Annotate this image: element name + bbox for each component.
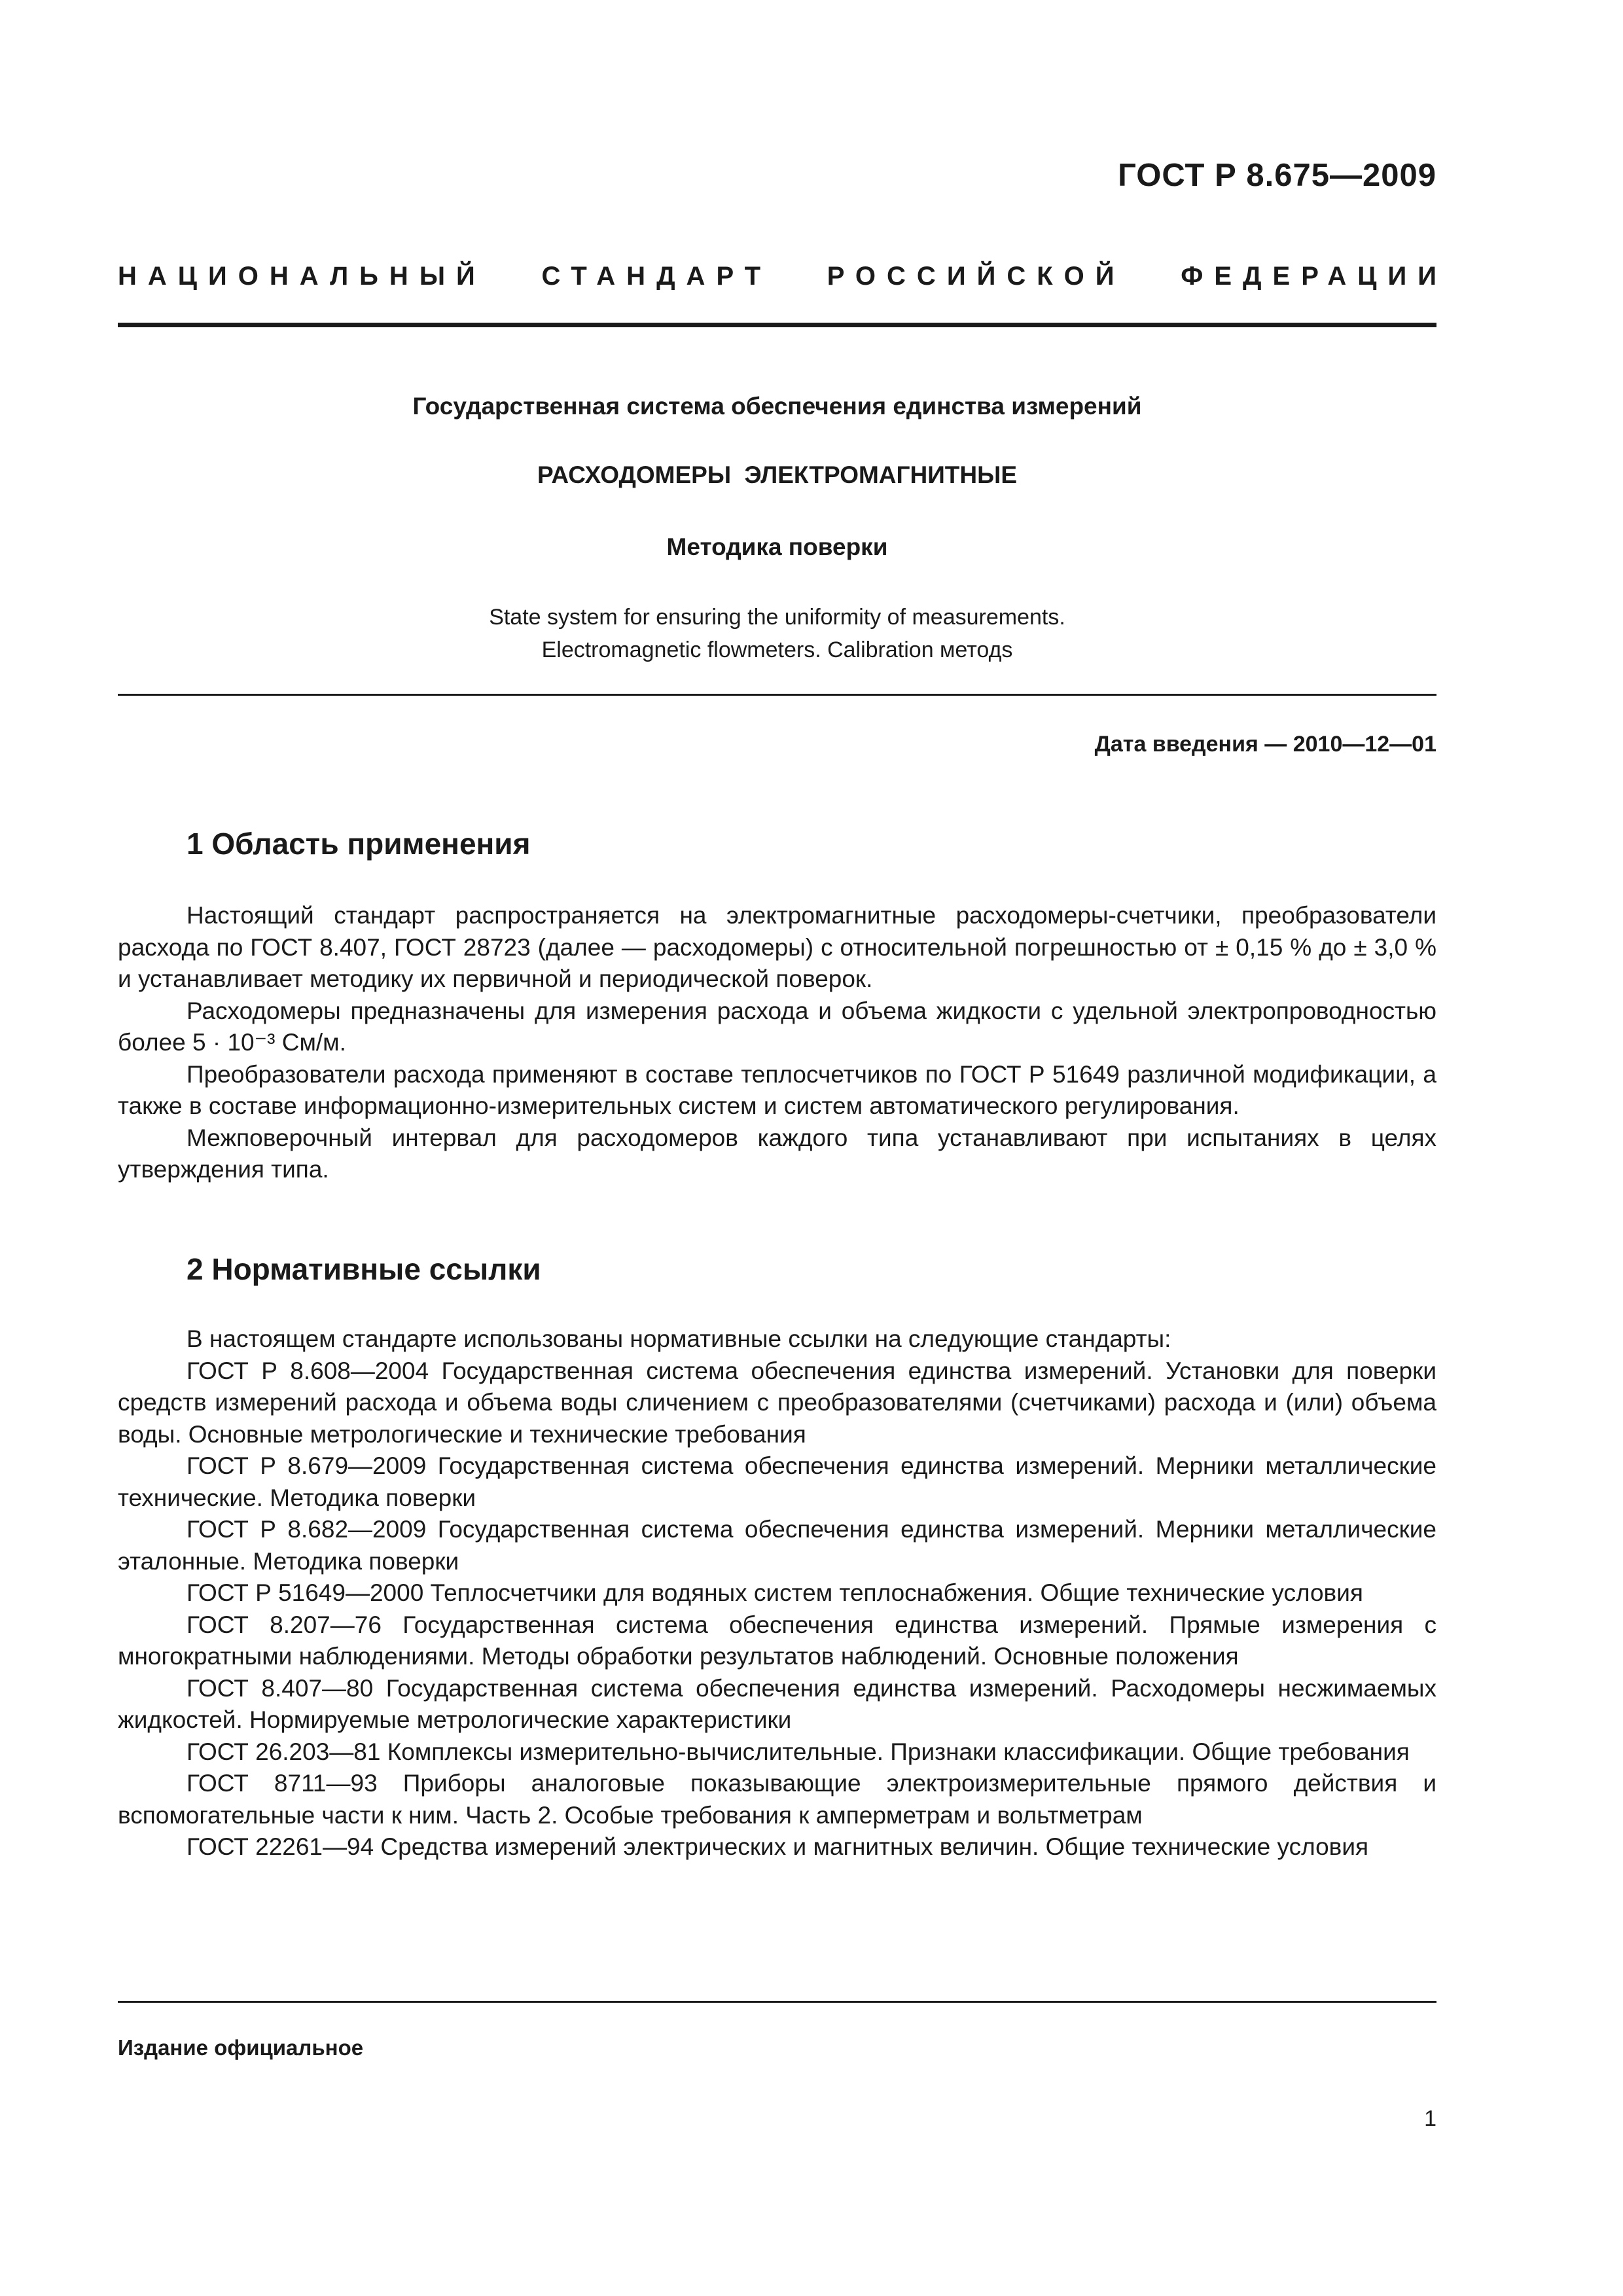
document-number: ГОСТ Р 8.675—2009 (1118, 158, 1436, 193)
reference-item: ГОСТ Р 8.679—2009 Государственная система обеспечения единства измерений. Мерники металлические технические. Методика поверки (118, 1452, 1436, 1511)
official-edition-label: Издание официальное (118, 2036, 364, 2060)
main-title: РАСХОДОМЕРЫ ЭЛЕКТРОМАГНИТНЫЕ (537, 461, 1018, 488)
header-rule (118, 323, 1436, 327)
section-body-scope (118, 900, 1436, 1186)
english-title-line: Electromagnetic flowmeters. Calibration методs (541, 637, 1013, 662)
reference-item: ГОСТ Р 8.682—2009 Государственная система обеспечения единства измерений. Мерники металлические эталонные. Методика поверки (118, 1516, 1436, 1575)
reference-item: ГОСТ Р 8.608—2004 Государственная система обеспечения единства измерений. Установки для поверки средств измерений расхода и объема воды сличением с преобразователями (счетчиками) расхода и (или) объема воды. Основные метрологические и технические требования (118, 1357, 1436, 1448)
section-heading-references: 2 Нормативные ссылки (187, 1252, 541, 1286)
national-standard-header (118, 262, 1448, 291)
header-word: РОССИЙСКОЙ (827, 262, 1126, 291)
section-heading-scope: 1 Область применения (187, 827, 531, 861)
introduction-date: Дата введения — 2010—12—01 (1094, 732, 1436, 757)
footer-rule (118, 2001, 1436, 2003)
sub-title: Методика поверки (666, 533, 888, 560)
reference-item: ГОСТ 26.203—81 Комплексы измерительно-вычислительные. Признаки классификации. Общие требования (187, 1738, 1410, 1765)
header-word: НАЦИОНАЛЬНЫЙ (118, 262, 486, 291)
reference-item: ГОСТ 8.207—76 Государственная система обеспечения единства измерений. Прямые измерения с многократными наблюдениями. Методы обработки результатов наблюдений. Основные положения (118, 1611, 1436, 1670)
reference-item: ГОСТ Р 51649—2000 Теплосчетчики для водяных систем теплоснабжения. Общие технические условия (187, 1579, 1363, 1606)
header-word: ФЕДЕРАЦИИ (1181, 262, 1448, 291)
reference-item: ГОСТ 8711—93 Приборы аналоговые показывающие электроизмерительные прямого действия и вспомогательные части к ним. Часть 2. Особые требования к амперметрам и вольтметрам (118, 1770, 1436, 1829)
english-title (118, 601, 1436, 666)
reference-item: ГОСТ 8.407—80 Государственная система обеспечения единства измерений. Расходомеры несжимаемых жидкостей. Нормируемые метрологические характеристики (118, 1674, 1436, 1733)
reference-item: ГОСТ 22261—94 Средства измерений электрических и магнитных величин. Общие технические условия (187, 1833, 1369, 1860)
paragraph: В настоящем стандарте использованы нормативные ссылки на следующие стандарты: (187, 1325, 1171, 1352)
english-title-line: State system for ensuring the uniformity of measurements. (489, 605, 1065, 630)
paragraph: Расходомеры предназначены для измерения расхода и объема жидкости с удельной электропроводностью более 5 · 10⁻³ См/м. (118, 997, 1436, 1056)
header-word: СТАНДАРТ (541, 262, 772, 291)
section-body-references (118, 1323, 1436, 1863)
paragraph: Преобразователи расхода применяют в составе теплосчетчиков по ГОСТ Р 51649 различной модификации, а также в составе информационно-измерительных систем и систем автоматического регулирования. (118, 1060, 1436, 1119)
paragraph: Межповерочный интервал для расходомеров каждого типа устанавливают при испытаниях в целях утверждения типа. (118, 1124, 1436, 1183)
title-rule (118, 694, 1436, 696)
page-number: 1 (1424, 2106, 1436, 2131)
series-title: Государственная система обеспечения единства измерений (412, 393, 1142, 420)
paragraph: Настоящий стандарт распространяется на электромагнитные расходомеры-счетчики, преобразователи расхода по ГОСТ 8.407, ГОСТ 28723 (далее — расходомеры) с относительной погрешностью от ± 0,15 % до ± 3,0 % и устанавливает методику их первичной и периодической поверок. (118, 902, 1436, 992)
